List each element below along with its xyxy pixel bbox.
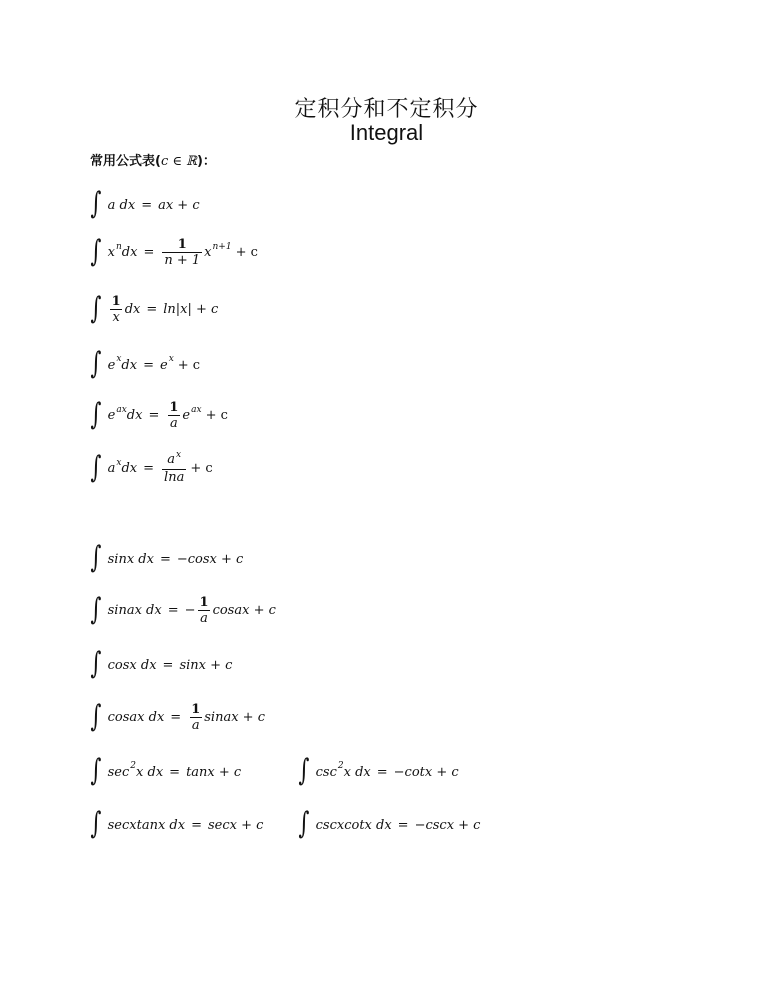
- formula-rhs-tail: cosax + c: [212, 603, 276, 618]
- formula-lhs: a dx: [107, 197, 136, 213]
- numerator: 1: [169, 400, 179, 415]
- equals-sign: =: [397, 817, 409, 833]
- exponent: n+1: [212, 241, 232, 252]
- fraction: [162, 452, 186, 485]
- formula-lhs: secxtanx dx: [107, 817, 186, 833]
- equals-sign: =: [169, 764, 181, 780]
- integral-sign: ∫: [90, 646, 102, 681]
- formula-lhs: e: [107, 357, 116, 373]
- numerator: 1: [199, 595, 209, 610]
- exponent: x: [168, 354, 174, 364]
- formula-lhs-tail: x dx: [136, 764, 164, 780]
- rhs-base: e: [182, 408, 191, 423]
- denominator: lna: [164, 470, 185, 485]
- equals-sign: =: [148, 408, 160, 423]
- equals-sign: =: [191, 817, 202, 833]
- integral-sign: ∫: [298, 753, 310, 788]
- page-title-english: Integral: [349, 120, 424, 145]
- formula-lhs: cosax dx: [107, 710, 165, 725]
- formula-lhs: e: [107, 408, 116, 423]
- fraction: [110, 294, 123, 325]
- minus-sign: −: [184, 603, 196, 618]
- exponent: x: [116, 354, 122, 364]
- formula-lhs-tail: dx: [124, 302, 141, 317]
- fraction: [162, 237, 202, 268]
- denominator: a: [170, 416, 178, 431]
- integral-sign: ∫: [90, 449, 102, 485]
- exponent: ax: [191, 404, 202, 415]
- formula-rhs-tail: + c: [235, 245, 258, 260]
- formula-rhs: sinx + c: [179, 657, 233, 673]
- formula-lhs: csc: [315, 764, 337, 780]
- formula-cos: [88, 646, 233, 681]
- formula-rhs: −cosx + c: [176, 551, 244, 567]
- heading-label: 常用公式表(: [90, 154, 161, 169]
- exponent: ax: [116, 404, 127, 415]
- formula-sec-tan: [88, 806, 264, 841]
- formula-exp-ax: [88, 396, 228, 432]
- rhs-base: e: [159, 357, 168, 373]
- formula-sin: [88, 540, 244, 575]
- formula-csc-cot: [296, 806, 481, 841]
- integral-sign: ∫: [90, 806, 102, 841]
- numerator-base: a: [167, 452, 176, 467]
- integral-sign: ∫: [90, 540, 102, 575]
- numerator: 1: [191, 702, 201, 717]
- numerator: 1: [111, 294, 121, 309]
- equals-sign: =: [162, 657, 174, 673]
- formula-rhs: −cotx + c: [393, 764, 459, 780]
- integral-sign: ∫: [90, 753, 102, 788]
- formula-lhs-tail: dx: [121, 461, 138, 476]
- denominator: a: [200, 611, 208, 626]
- formula-rhs-tail: sinax + c: [204, 710, 265, 725]
- formula-exp: [88, 346, 201, 381]
- page-title-chinese: 定积分和不定积分: [294, 97, 479, 122]
- integral-sign: ∫: [90, 396, 102, 432]
- equals-sign: =: [376, 764, 388, 780]
- formula-rhs: ln|x| + c: [163, 302, 219, 317]
- integral-sign: ∫: [90, 290, 102, 326]
- equals-sign: =: [143, 461, 155, 476]
- exponent: 2: [337, 761, 344, 771]
- formula-rhs: ax + c: [158, 197, 200, 213]
- formula-lhs-tail: x dx: [343, 764, 371, 780]
- formula-csc-squared: [296, 753, 459, 788]
- exponent: x: [176, 450, 182, 460]
- formula-lhs: sinx dx: [107, 551, 154, 567]
- denominator: x: [112, 310, 120, 325]
- formula-power: [88, 233, 258, 269]
- formula-reciprocal: [88, 290, 219, 326]
- formula-rhs-tail: + c: [177, 357, 201, 373]
- numerator: [165, 452, 183, 469]
- integral-sign: ∫: [298, 806, 310, 841]
- integral-sign: ∫: [90, 698, 102, 734]
- denominator: a: [191, 718, 200, 733]
- formula-rhs: −cscx + c: [414, 817, 481, 833]
- fraction: [167, 400, 180, 431]
- integral-sign: ∫: [90, 233, 102, 269]
- formula-rhs-tail: + c: [205, 408, 228, 423]
- integral-sign: ∫: [90, 346, 102, 381]
- formula-sec-squared: [88, 753, 242, 788]
- formula-lhs-tail: dx: [121, 245, 138, 260]
- formula-constant: [88, 186, 200, 221]
- equals-sign: =: [141, 197, 153, 213]
- formula-rhs: secx + c: [208, 817, 264, 833]
- fraction: [198, 595, 211, 626]
- formula-lhs: sinax dx: [107, 603, 162, 618]
- formula-rhs-tail: + c: [190, 461, 213, 476]
- formula-cos-ax: [88, 698, 265, 734]
- exponent: n: [115, 241, 122, 252]
- integral-sign: ∫: [90, 591, 102, 627]
- numerator: 1: [177, 237, 187, 252]
- equals-sign: =: [167, 603, 179, 618]
- heading-math: c ∈ ℝ: [160, 154, 197, 169]
- formula-sin-ax: [88, 591, 276, 627]
- denominator: n + 1: [164, 253, 201, 268]
- fraction: [189, 702, 202, 733]
- equals-sign: =: [170, 710, 182, 725]
- formula-lhs-tail: dx: [126, 408, 143, 423]
- exponent: x: [116, 457, 122, 468]
- formula-table-heading: [90, 150, 216, 169]
- equals-sign: =: [159, 551, 171, 567]
- equals-sign: =: [143, 245, 155, 260]
- formula-lhs: cscxcotx dx: [315, 817, 392, 833]
- formula-lhs: a: [107, 461, 116, 476]
- integral-sign: ∫: [90, 186, 102, 221]
- formula-lhs-tail: dx: [121, 357, 138, 373]
- equals-sign: =: [143, 357, 154, 373]
- equals-sign: =: [146, 302, 158, 317]
- heading-suffix: )：: [196, 154, 216, 169]
- formula-lhs: cosx dx: [107, 657, 157, 673]
- rhs-base: x: [204, 245, 212, 260]
- formula-lhs: sec: [107, 764, 130, 780]
- exponent: 2: [130, 761, 137, 771]
- formula-lhs: x: [107, 245, 115, 260]
- formula-rhs: tanx + c: [186, 764, 242, 780]
- formula-a-power-x: [88, 449, 213, 485]
